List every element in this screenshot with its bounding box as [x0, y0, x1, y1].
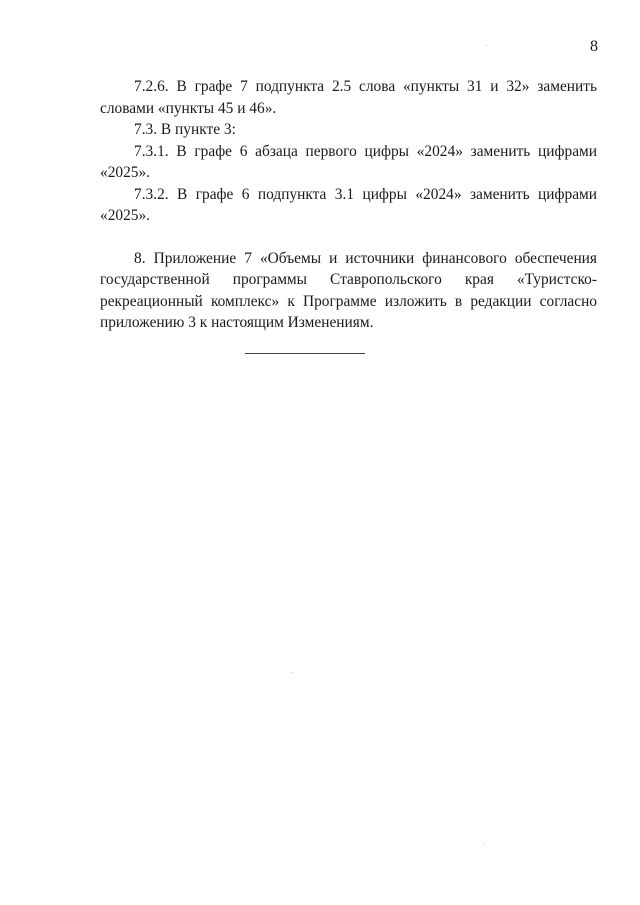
page-number: 8	[590, 38, 598, 55]
paragraph-7-3-2: 7.3.2. В графе 6 подпункта 3.1 цифры «2024» заменить цифрами «2025».	[100, 185, 597, 224]
scan-speck	[484, 843, 485, 844]
document-body	[100, 76, 597, 334]
paragraph-8: 8. Приложение 7 «Объемы и источники финансового обеспечения государственной программы Ставропольского края «Туристско-рекреационный комплекс» к Программе изложить в редакции согласно приложению 3 к настоящим Изменениям.	[100, 249, 597, 331]
paragraph-7-3-1: 7.3.1. В графе 6 абзаца первого цифры «2024» заменить цифрами «2025».	[100, 142, 597, 181]
scan-speck	[292, 672, 293, 673]
paragraph-7-2-6: 7.2.6. В графе 7 подпункта 2.5 слова «пункты 31 и 32» заменить словами «пункты 45 и 46».	[100, 78, 597, 117]
scan-speck	[486, 45, 487, 46]
paragraph-7-3: 7.3. В пункте 3:	[134, 121, 236, 138]
end-divider-line	[245, 353, 365, 354]
